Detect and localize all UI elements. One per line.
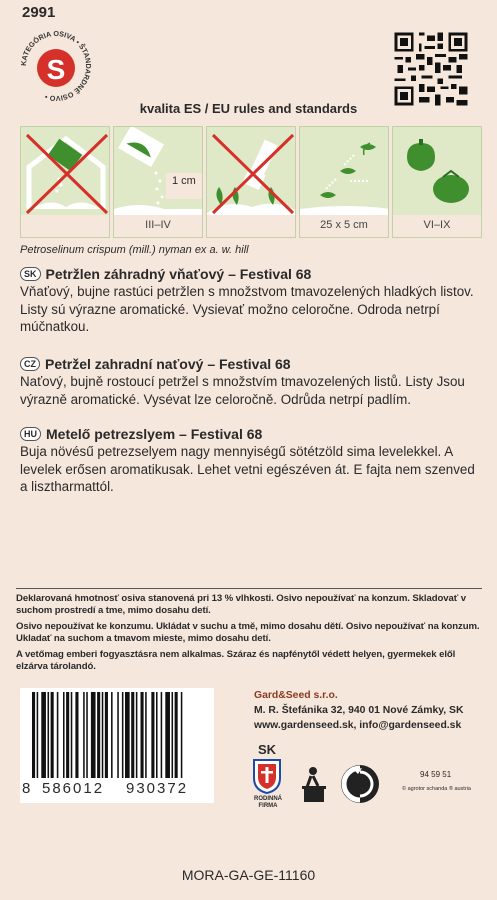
footer-code: MORA-GA-GE-11160 xyxy=(181,867,316,883)
country-mark: SK xyxy=(258,742,277,757)
family-business-label: RODINNÁ FIRMA xyxy=(254,796,282,809)
section-text: Naťový, bujně rostoucí petržel s množstvím tmavozelených listů. Listy Jsou výrazně aromatické. Vysévat lze celoročně. Odrůda netrpí padlím. xyxy=(20,374,465,407)
panel-label: III–IV xyxy=(145,219,171,231)
description-cz xyxy=(20,356,480,408)
description-hu xyxy=(20,426,480,496)
registration-number: 94 59 51 xyxy=(420,770,452,779)
product-code: 2991 xyxy=(22,4,56,21)
lang-flag-sk: SK xyxy=(20,267,41,281)
barcode-group: 586012 xyxy=(42,780,105,797)
sowing-depth: 1 cm xyxy=(172,175,196,187)
badge-ring-text: KATEGÓRIA OSIVA • ŠTANDARDNÉ OSIVO • xyxy=(18,28,94,104)
legal-text: Osivo nepoužívat ke konzumu. Ukládat v suchu a tmě, mimo dosahu dětí. Osivo nepoužívať na konzum. Ukladať na suchom a tmavom mieste, mimo dosahu detí. xyxy=(16,621,480,644)
latin-name: Petroselinum crispum (mill.) nyman ex a. w. hill xyxy=(20,244,249,256)
seed-category-badge-icon xyxy=(14,24,98,108)
section-text: Buja növésű petrezselyem nagy mennyiségű sötétzöld sima levelekkel. A levelek erősen aromatikusak. Lehet vetni egészéven át. E fajta nem szenved a lisztharmattól. xyxy=(20,444,475,494)
panel-label xyxy=(207,213,295,237)
printer-mark: © agrotor schanda ® austria xyxy=(402,786,471,792)
badge-letter: S xyxy=(46,54,66,85)
quality-standard-note: kvalita ES / EU rules and standards xyxy=(139,101,358,116)
lang-flag-cz: CZ xyxy=(20,357,40,371)
lang-flag-hu: HU xyxy=(20,427,41,441)
section-title: Metelő petrezslyem – Festival 68 xyxy=(46,426,263,442)
company-web[interactable]: www.gardenseed.sk, info@gardenseed.sk xyxy=(254,720,462,731)
pictogram-panel xyxy=(392,126,482,238)
legal-notice xyxy=(16,588,482,677)
green-dot-recycle-icon xyxy=(340,764,380,804)
pictogram-panel xyxy=(299,126,389,238)
legal-text: Deklarovaná hmotnosť osiva stanovená pri 13 % vlhkosti. Osivo nepoužívať na konzum. Skladovať v suchom prostredí a tme, mimo dosahu detí. xyxy=(16,593,467,616)
pictogram-panel xyxy=(20,126,110,238)
company-address: M. R. Štefánika 32, 940 01 Nové Zámky, SK xyxy=(254,705,464,716)
panel-label xyxy=(21,213,109,237)
legal-text: A vetőmag emberi fogyasztásra nem alkalmas. Száraz és napfénytől védett helyen, gyermekek elől elzárva tárolandó. xyxy=(16,649,456,672)
panel-label: 25 x 5 cm xyxy=(320,219,368,231)
pictogram-panel xyxy=(206,126,296,238)
litter-bin-icon xyxy=(296,764,330,804)
section-text: Vňaťový, bujne rastúci petržlen s množstvom tmavozelených hladkých listov. Listy sú výrazne aromatické. Vysievať možno celoročne. Odroda netrpí múčnatkou. xyxy=(20,284,474,334)
barcode-group: 930372 xyxy=(126,780,189,797)
qr-code-icon[interactable] xyxy=(392,30,470,108)
company-info xyxy=(254,688,463,733)
section-title: Petržel zahradní naťový – Festival 68 xyxy=(45,356,291,372)
panel-label: VI–IX xyxy=(423,219,451,231)
barcode-digit: 8 xyxy=(22,780,31,797)
family-business-shield-icon xyxy=(252,758,282,794)
company-name: Gard&Seed s.r.o. xyxy=(254,690,338,701)
barcode-icon xyxy=(20,688,214,784)
section-title: Petržlen záhradný vňaťový – Festival 68 xyxy=(45,266,312,282)
pictogram-panel xyxy=(113,126,203,238)
description-sk xyxy=(20,266,480,336)
ean-barcode xyxy=(20,688,214,803)
